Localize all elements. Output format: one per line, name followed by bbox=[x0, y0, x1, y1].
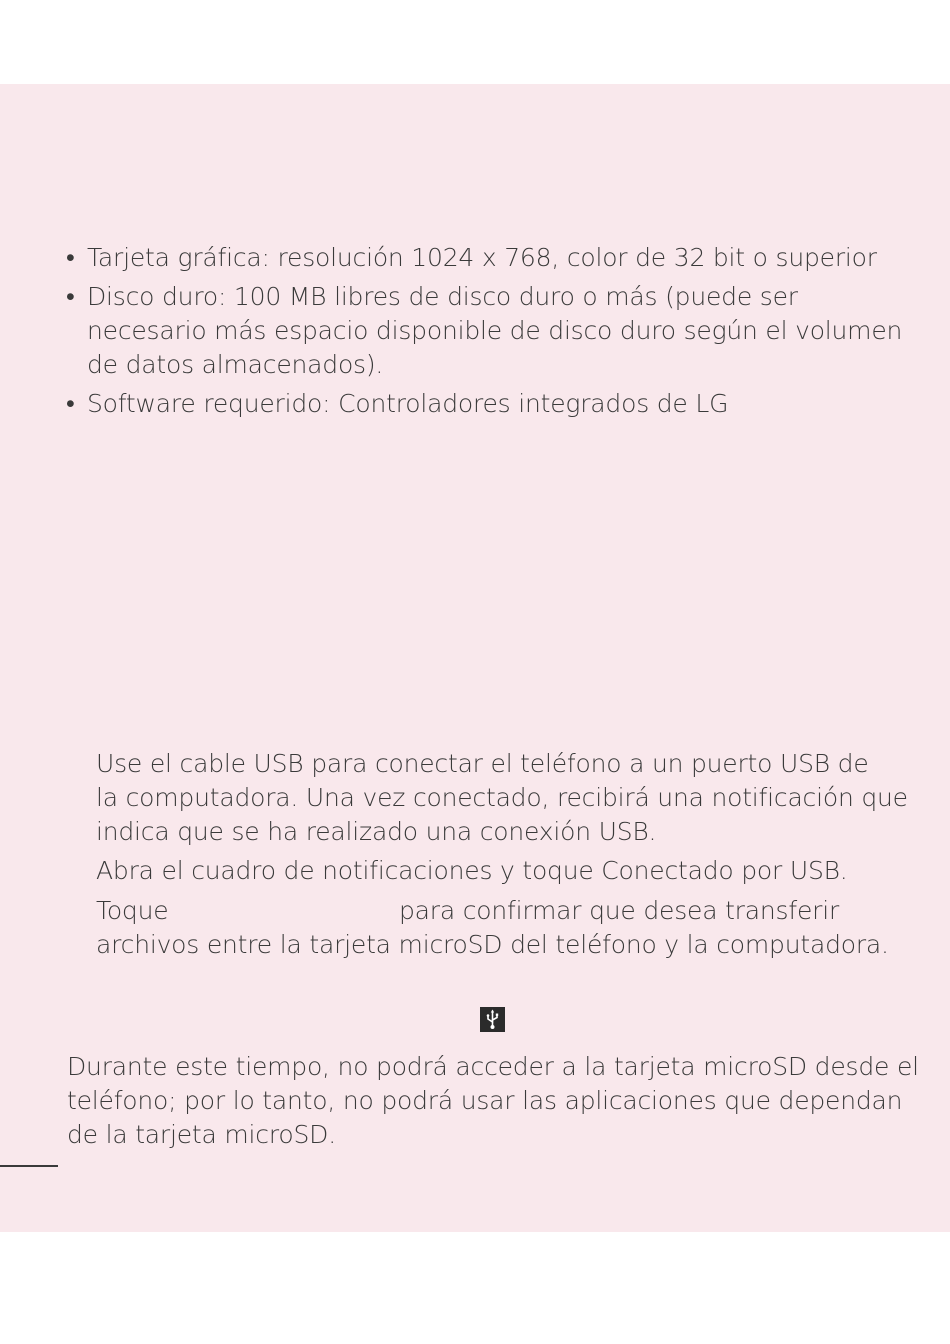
requirement-disk-line-1: Disco duro: 100 MB libres de disco duro o más (puede ser bbox=[87, 282, 798, 311]
note-line-3: de la tarjeta microSD. bbox=[67, 1120, 336, 1149]
step-1-line-3: indica que se ha realizado una conexión USB. bbox=[96, 817, 657, 846]
requirement-software: Software requerido: Controladores integrados de LG bbox=[87, 389, 729, 418]
list-item bbox=[66, 280, 902, 382]
requirement-graphics: Tarjeta gráfica: resolución 1024 x 768, color de 32 bit o superior bbox=[87, 243, 877, 272]
list-item bbox=[66, 387, 902, 421]
step-1-line-1: Use el cable USB para conectar el teléfono a un puerto USB de bbox=[96, 749, 869, 778]
bullet-icon: • bbox=[66, 243, 75, 272]
usb-icon bbox=[480, 1007, 505, 1032]
requirement-disk-line-3: de datos almacenados). bbox=[87, 350, 384, 379]
requirements-list bbox=[66, 241, 902, 426]
note-line-2: teléfono; por lo tanto, no podrá usar las aplicaciones que dependan bbox=[67, 1086, 903, 1115]
step-3-line-2: archivos entre la tarjeta microSD del teléfono y la computadora. bbox=[96, 930, 889, 959]
requirement-disk-line-2: necesario más espacio disponible de disco duro según el volumen bbox=[87, 316, 903, 345]
step-3-prefix: Toque bbox=[96, 896, 169, 925]
bullet-icon: • bbox=[66, 389, 75, 418]
step-1-line-2: la computadora. Una vez conectado, recibirá una notificación que bbox=[96, 783, 908, 812]
step-2: Abra el cuadro de notificaciones y toque Conectado por USB. bbox=[96, 856, 848, 885]
footer-rule bbox=[0, 1165, 58, 1167]
step-3-rest: para confirmar que desea transferir bbox=[399, 896, 840, 925]
note-line-1: Durante este tiempo, no podrá acceder a la tarjeta microSD desde el bbox=[67, 1052, 919, 1081]
list-item bbox=[66, 241, 902, 275]
bullet-icon: • bbox=[66, 282, 75, 311]
